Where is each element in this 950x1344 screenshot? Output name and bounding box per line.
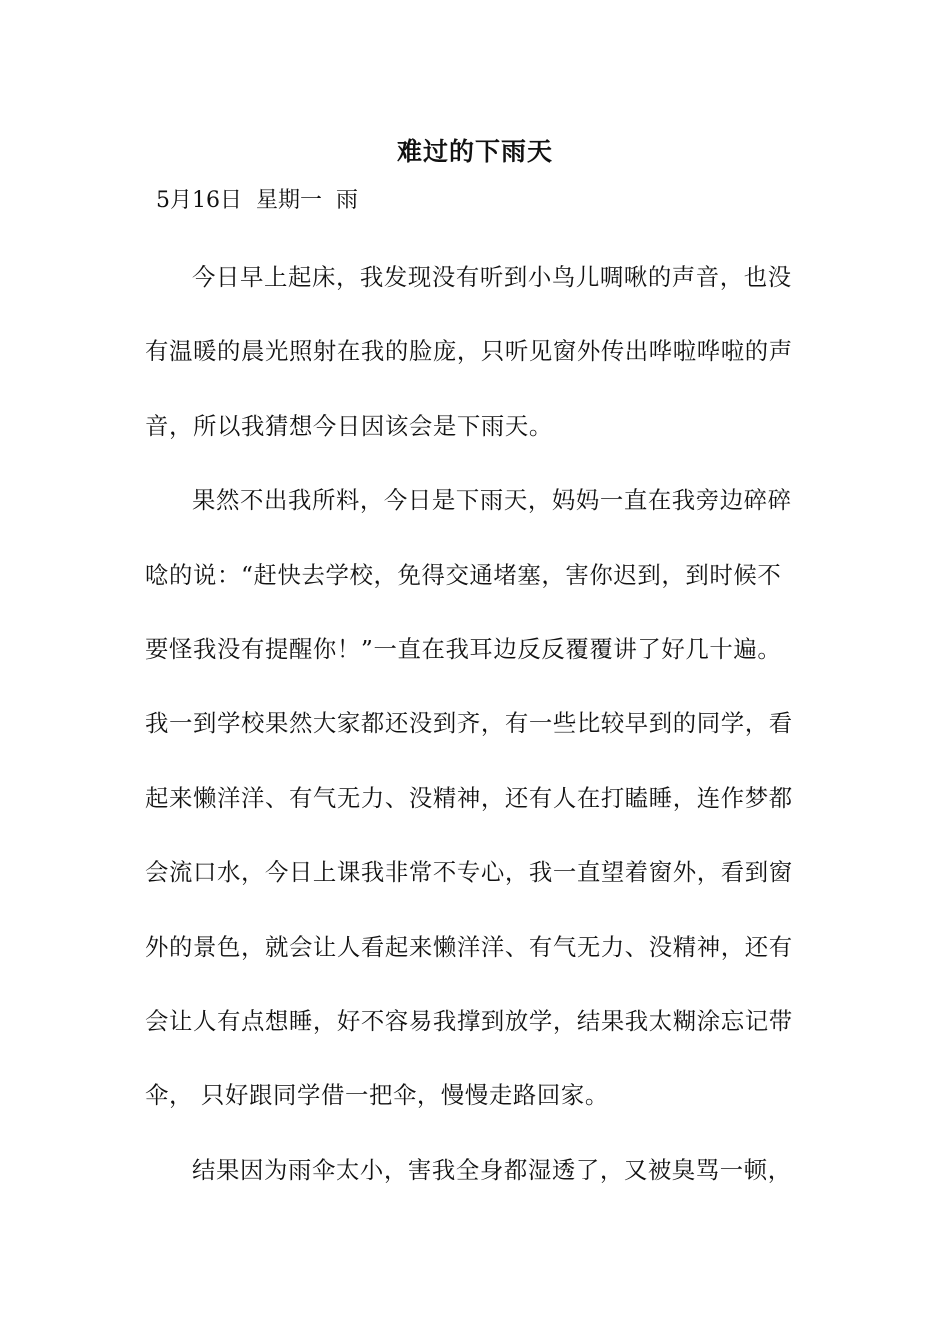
text-line: 会流口水，今日上课我非常不专心，我一直望着窗外，看到窗 — [145, 858, 793, 886]
text-line: 伞， 只好跟同学借一把伞，慢慢走路回家。 — [145, 1081, 609, 1109]
diary-dateline: 5月16日 星期一 雨 — [156, 188, 358, 213]
text-line: 起来懒洋洋、有气无力、没精神，还有人在打瞌睡，连作梦都 — [145, 784, 793, 812]
document-title: 难过的下雨天 — [396, 137, 553, 166]
text-line: 要怪我没有提醒你！”一直在我耳边反反覆覆讲了好几十遍。 — [145, 635, 782, 663]
text-line: 果然不出我所料，今日是下雨天，妈妈一直在我旁边碎碎 — [192, 486, 792, 514]
text-line: 外的景色，就会让人看起来懒洋洋、有气无力、没精神，还有 — [145, 933, 793, 961]
text-line: 今日早上起床，我发现没有听到小鸟儿啁啾的声音，也没 — [192, 263, 792, 291]
text-line: 我一到学校果然大家都还没到齐，有一些比较早到的同学，看 — [145, 709, 793, 737]
text-line: 会让人有点想睡，好不容易我撑到放学，结果我太糊涂忘记带 — [145, 1007, 793, 1035]
text-line: 音，所以我猜想今日因该会是下雨天。 — [145, 412, 553, 440]
text-line: 唸的说：“赶快去学校，免得交通堵塞，害你迟到，到时候不 — [145, 561, 782, 589]
text-line: 结果因为雨伞太小，害我全身都湿透了，又被臭骂一顿， — [192, 1156, 792, 1184]
text-line: 有温暖的晨光照射在我的脸庞，只听见窗外传出哗啦哗啦的声 — [145, 337, 793, 365]
